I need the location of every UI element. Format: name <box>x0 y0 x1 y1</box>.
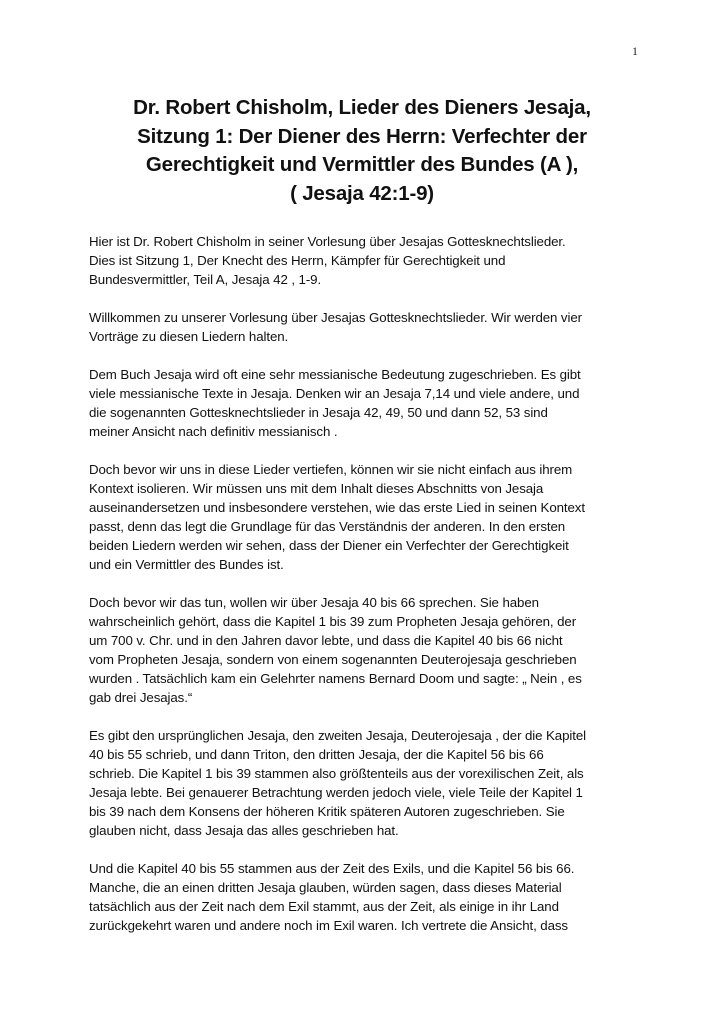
document-body <box>89 232 649 954</box>
text-line: die sogenannten Gottesknechtslieder in Jesaja 42, 49, 50 und dann 52, 53 sind <box>89 405 548 420</box>
text-line: passt, denn das legt die Grundlage für das Verständnis der anderen. In den ersten <box>89 519 566 534</box>
paragraph-exile <box>89 859 649 935</box>
text-line: um 700 v. Chr. und in den Jahren davor lebte, und dass die Kapitel 40 bis 66 nicht <box>89 633 563 648</box>
title-line: Dr. Robert Chisholm, Lieder des Dieners Jesaja, <box>133 96 591 119</box>
text-line: meiner Ansicht nach definitiv messianisch . <box>89 424 338 439</box>
text-line: Es gibt den ursprünglichen Jesaja, den zweiten Jesaja, Deuterojesaja , der die Kapitel <box>89 728 586 743</box>
text-line: und ein Vermittler des Bundes ist. <box>89 557 284 572</box>
text-line: Vorträge zu diesen Liedern halten. <box>89 329 289 344</box>
text-line: bis 39 nach dem Konsens der höheren Kritik späteren Autoren zugeschrieben. Sie <box>89 804 565 819</box>
paragraph-messianic <box>89 365 649 441</box>
text-line: Dem Buch Jesaja wird oft eine sehr messianische Bedeutung zugeschrieben. Es gibt <box>89 367 581 382</box>
title-line: Sitzung 1: Der Diener des Herrn: Verfechter der <box>137 124 587 148</box>
text-line: zurückgekehrt waren und andere noch im Exil waren. Ich vertrete die Ansicht, dass <box>89 918 568 933</box>
text-line: Dies ist Sitzung 1, Der Knecht des Herrn, Kämpfer für Gerechtigkeit und <box>89 253 506 268</box>
title-line: ( Jesaja 42:1-9) <box>290 181 434 205</box>
text-line: 40 bis 55 schrieb, und dann Triton, den dritten Jesaja, der die Kapitel 56 bis 66 <box>89 747 544 762</box>
document-title <box>80 94 644 208</box>
text-line: Und die Kapitel 40 bis 55 stammen aus der Zeit des Exils, und die Kapitel 56 bis 66. <box>89 861 575 876</box>
paragraph-intro <box>89 232 649 289</box>
title-line: Gerechtigkeit und Vermittler des Bundes (A ), <box>145 153 579 176</box>
text-line: Jesaja lebte. Bei genauerer Betrachtung werden jedoch viele, viele Teile der Kapitel 1 <box>89 785 583 800</box>
paragraph-isaiah-40-66 <box>89 593 649 707</box>
text-line: wurden . Tatsächlich kam ein Gelehrter namens Bernard Doom und sagte: „ Nein , es <box>89 671 582 686</box>
text-line: wahrscheinlich gehört, dass die Kapitel 1 bis 39 zum Propheten Jesaja gehören, der <box>89 614 577 629</box>
text-line: Doch bevor wir das tun, wollen wir über Jesaja 40 bis 66 sprechen. Sie haben <box>89 595 539 610</box>
text-line: Hier ist Dr. Robert Chisholm in seiner Vorlesung über Jesajas Gottesknechtslieder. <box>89 234 566 249</box>
text-line: viele messianische Texte in Jesaja. Denken wir an Jesaja 7,14 und viele andere, und <box>89 386 580 401</box>
text-line: Kontext isolieren. Wir müssen uns mit dem Inhalt dieses Abschnitts von Jesaja <box>89 481 544 496</box>
text-line: Doch bevor wir uns in diese Lieder vertiefen, können wir sie nicht einfach aus ihrem <box>89 462 573 477</box>
text-line: glauben nicht, dass Jesaja das alles geschrieben hat. <box>89 823 399 838</box>
text-line: vom Propheten Jesaja, sondern von einem sogenannten Deuterojesaja geschrieben <box>89 652 577 667</box>
text-line: Bundesvermittler, Teil A, Jesaja 42 , 1-9. <box>89 272 322 287</box>
text-line: auseinandersetzen und insbesondere verstehen, wie das erste Lied in seinen Kontext <box>89 500 585 515</box>
paragraph-three-isaiahs <box>89 726 649 840</box>
text-line: beiden Liedern werden wir sehen, dass der Diener ein Verfechter der Gerechtigkeit <box>89 538 569 553</box>
text-line: gab drei Jesajas.“ <box>89 690 193 705</box>
text-line: Willkommen zu unserer Vorlesung über Jesajas Gottesknechtslieder. Wir werden vier <box>89 310 582 325</box>
text-line: tatsächlich aus der Zeit nach dem Exil stammt, aus der Zeit, als einige in ihr Land <box>89 899 559 914</box>
paragraph-context <box>89 460 649 574</box>
paragraph-welcome <box>89 308 649 346</box>
text-line: schrieb. Die Kapitel 1 bis 39 stammen also größtenteils aus der vorexilischen Zeit, als <box>89 766 584 781</box>
text-line: Manche, die an einen dritten Jesaja glauben, würden sagen, dass dieses Material <box>89 880 562 895</box>
page-number: 1 <box>632 44 638 58</box>
